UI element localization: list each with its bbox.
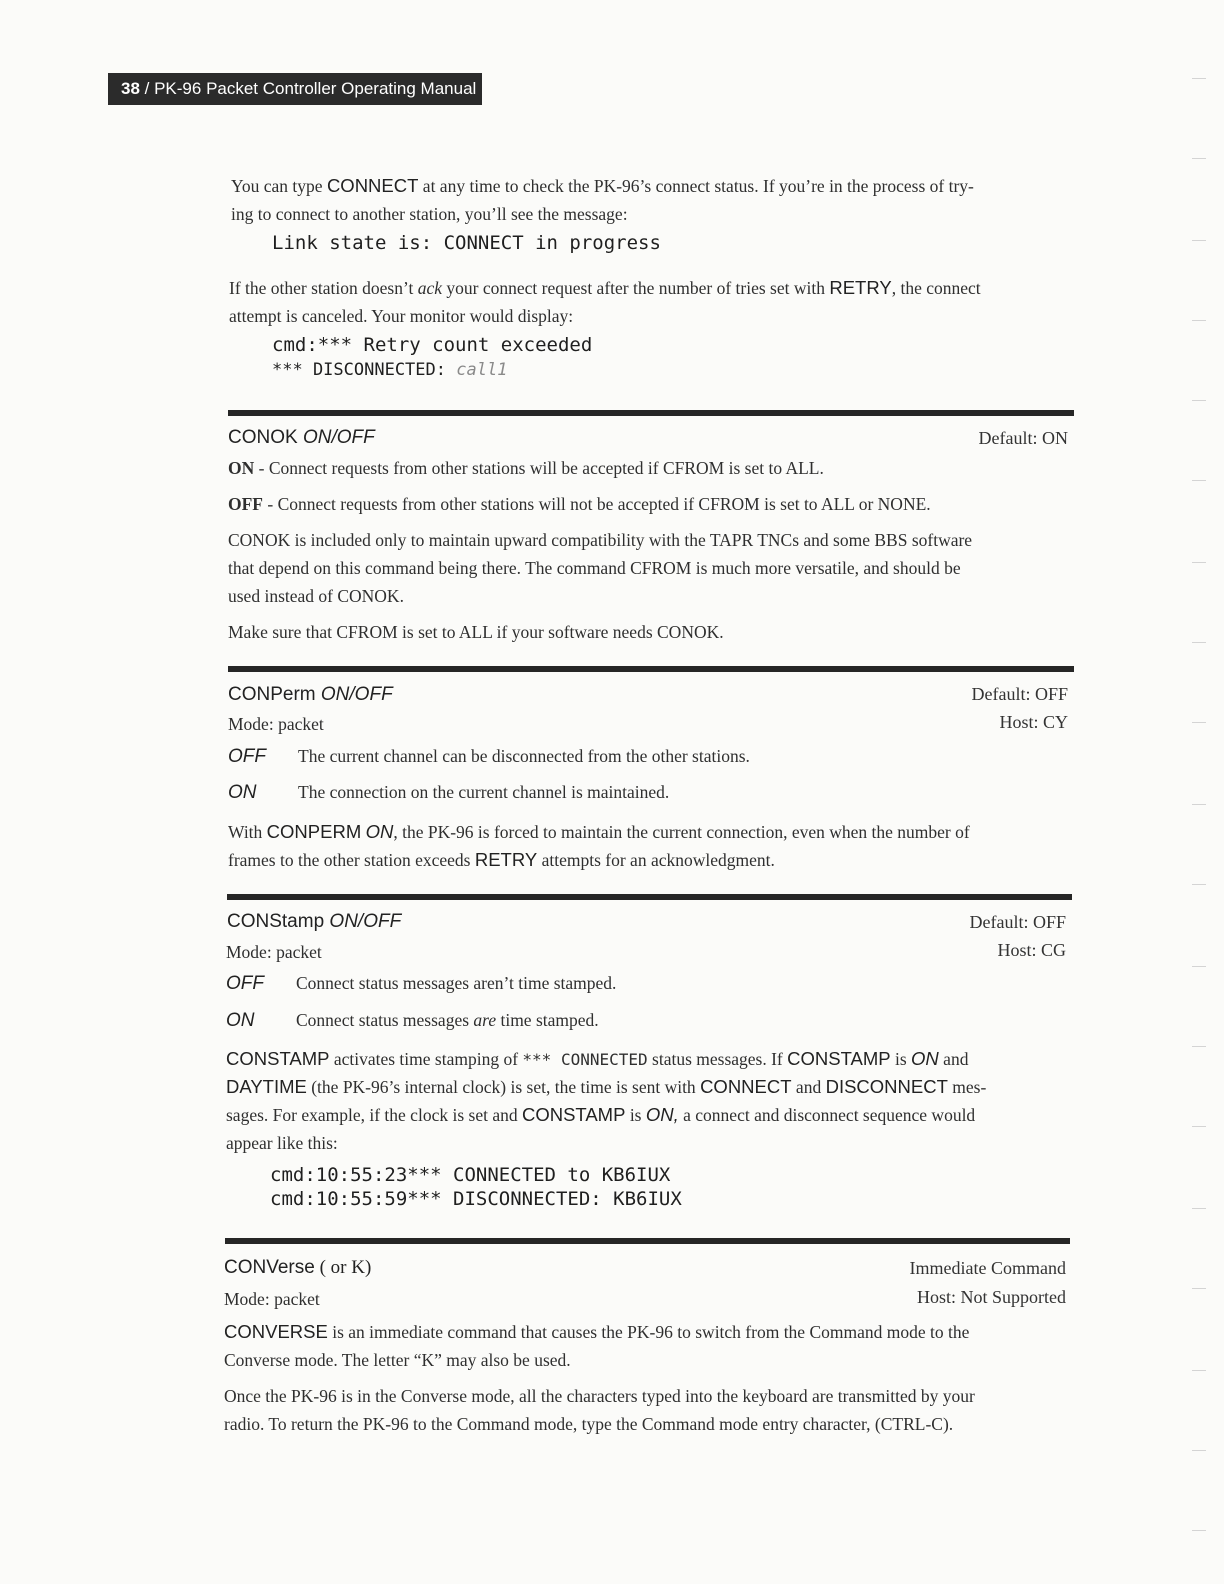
command-heading-conok: CONOK ON/OFF xyxy=(228,427,375,448)
page-number: 38 xyxy=(121,79,140,98)
constamp-paragraph-line-2: DAYTIME (the PK-96’s internal clock) is set, the time is sent with CONNECT and DISCONNECT mes- xyxy=(226,1076,987,1097)
code-link-state: Link state is: CONNECT in progress xyxy=(272,232,661,254)
converse-command-type: Immediate Command xyxy=(909,1258,1066,1278)
conperm-option-on: ON xyxy=(228,782,257,803)
converse-mode: Mode: packet xyxy=(224,1289,320,1309)
constamp-option-off: OFF xyxy=(226,973,264,994)
code-disconnected-example: cmd:10:55:59*** DISCONNECTED: KB6IUX xyxy=(270,1188,682,1210)
conperm-paragraph-line-2: frames to the other station exceeds RETRY attempts for an acknowledgment. xyxy=(228,849,775,870)
constamp-default: Default: OFF xyxy=(969,912,1066,932)
section-divider xyxy=(228,410,1074,416)
conok-paragraph-line-4: Make sure that CFROM is set to ALL if your software needs CONOK. xyxy=(228,622,724,642)
conok-off-description: OFF - Connect requests from other stations will not be accepted if CFROM is set to ALL or NONE. xyxy=(228,494,931,514)
conok-default: Default: ON xyxy=(978,428,1068,448)
constamp-option-off-text: Connect status messages aren’t time stamped. xyxy=(296,973,617,993)
conperm-default: Default: OFF xyxy=(971,684,1068,704)
section-divider xyxy=(225,1238,1070,1244)
converse-paragraph-line-4: radio. To return the PK-96 to the Command mode, type the Command mode entry character, (CTRL-C). xyxy=(224,1414,954,1434)
constamp-paragraph-line-3: sages. For example, if the clock is set and CONSTAMP is ON, a connect and disconnect sequence would xyxy=(226,1104,976,1125)
code-retry-exceeded: cmd:*** Retry count exceeded xyxy=(272,334,593,356)
command-heading-converse: CONVerse ( or K) xyxy=(224,1257,372,1278)
converse-paragraph-line-3: Once the PK-96 is in the Converse mode, all the characters typed into the keyboard are transmitted by your xyxy=(224,1386,975,1406)
converse-paragraph-line-1: CONVERSE is an immediate command that causes the PK-96 to switch from the Command mode to the xyxy=(224,1321,970,1342)
retry-paragraph-line-1: If the other station doesn’t ack your connect request after the number of tries set with RETRY, the connect xyxy=(229,277,981,298)
constamp-option-on: ON xyxy=(226,1010,255,1031)
constamp-paragraph-line-4: appear like this: xyxy=(226,1133,338,1153)
intro-paragraph-line-1: You can type CONNECT at any time to check the PK-96’s connect status. If you’re in the process of try- xyxy=(231,175,974,196)
converse-host: Host: Not Supported xyxy=(916,1287,1066,1307)
constamp-mode: Mode: packet xyxy=(226,942,322,962)
converse-paragraph-line-2: Converse mode. The letter “K” may also be used. xyxy=(224,1350,571,1370)
command-heading-constamp: CONStamp ON/OFF xyxy=(227,911,402,932)
manual-title: / PK-96 Packet Controller Operating Manual xyxy=(139,79,477,98)
conok-paragraph-line-2: that depend on this command being there. The command CFROM is much more versatile, and should be xyxy=(228,558,961,578)
conperm-host: Host: CY xyxy=(999,712,1068,732)
conperm-option-off: OFF xyxy=(228,746,266,767)
conperm-mode: Mode: packet xyxy=(228,714,324,734)
conok-paragraph-line-3: used instead of CONOK. xyxy=(228,586,404,606)
code-connected-example: cmd:10:55:23*** CONNECTED to KB6IUX xyxy=(270,1164,671,1186)
section-divider xyxy=(227,894,1072,900)
section-divider xyxy=(228,666,1074,672)
retry-paragraph-line-2: attempt is canceled. Your monitor would display: xyxy=(229,306,574,326)
conok-on-description: ON - Connect requests from other stations will be accepted if CFROM is set to ALL. xyxy=(228,458,824,478)
conperm-option-on-text: The connection on the current channel is maintained. xyxy=(298,782,670,802)
command-heading-conperm: CONPerm ON/OFF xyxy=(228,684,393,705)
conok-paragraph-line-1: CONOK is included only to maintain upward compatibility with the TAPR TNCs and some BBS software xyxy=(228,530,973,550)
constamp-host: Host: CG xyxy=(997,940,1066,960)
conperm-option-off-text: The current channel can be disconnected from the other stations. xyxy=(298,746,750,766)
constamp-paragraph-line-1: CONSTAMP activates time stamping of *** CONNECTED status messages. If CONSTAMP is ON and xyxy=(226,1048,969,1069)
intro-paragraph-line-2: ing to connect to another station, you’ll see the message: xyxy=(231,204,628,224)
code-disconnected: *** DISCONNECTED: call1 xyxy=(272,360,508,380)
conperm-paragraph-line-1: With CONPERM ON, the PK-96 is forced to maintain the current connection, even when the number of xyxy=(228,821,970,842)
constamp-option-on-text: Connect status messages are time stamped. xyxy=(296,1010,599,1030)
